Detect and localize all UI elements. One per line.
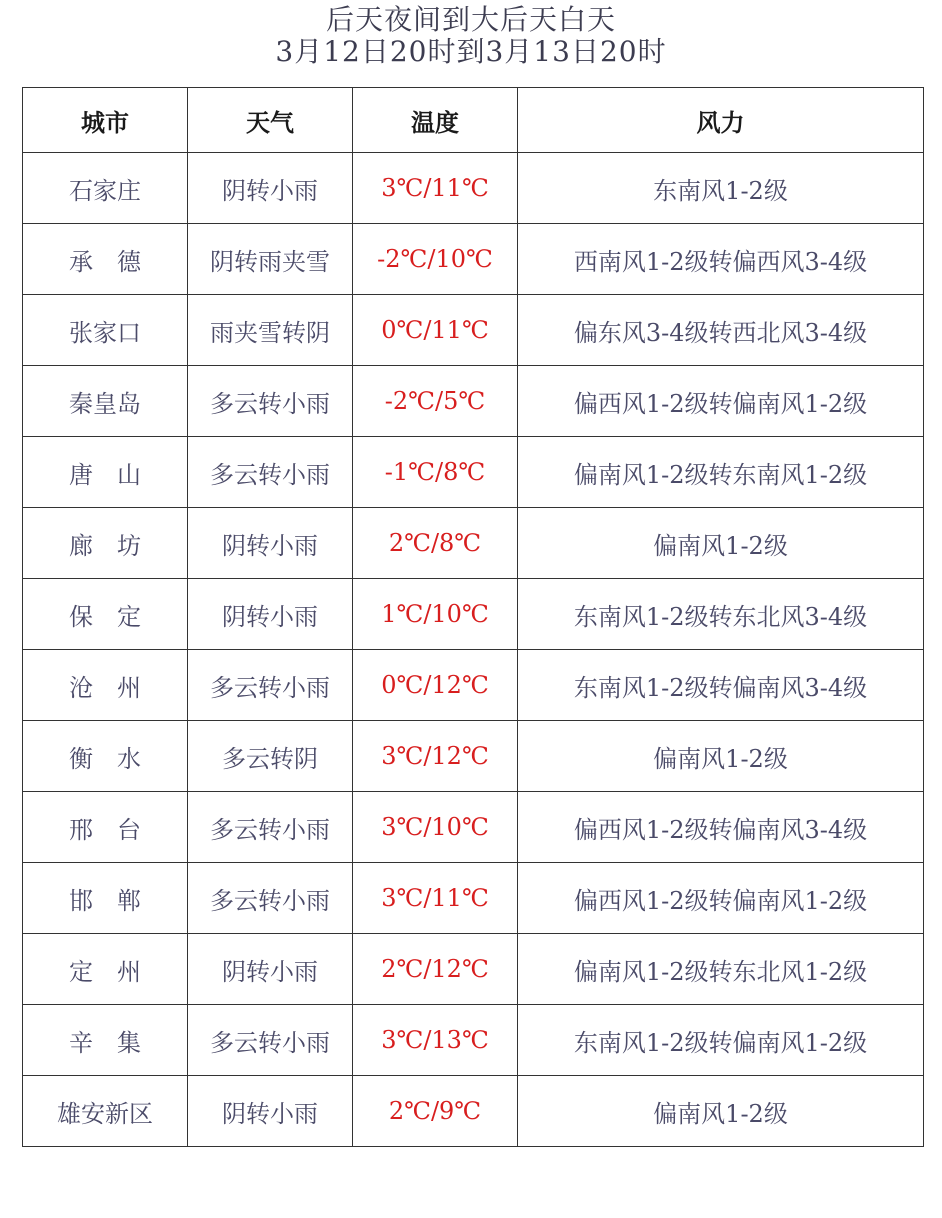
- wind-cell: 偏西风1-2级转偏南风1-2级: [518, 366, 924, 437]
- city-cell: 保 定: [23, 579, 188, 650]
- temperature-cell: 3℃/11℃: [353, 153, 518, 224]
- temperature-cell: 3℃/12℃: [353, 721, 518, 792]
- wind-cell: 西南风1-2级转偏西风3-4级: [518, 224, 924, 295]
- column-header-city: 城市: [23, 88, 188, 153]
- weather-cell: 多云转小雨: [188, 792, 353, 863]
- table-row: [23, 224, 924, 295]
- wind-cell: 偏西风1-2级转偏南风1-2级: [518, 863, 924, 934]
- wind-cell: 偏南风1-2级: [518, 508, 924, 579]
- wind-cell: 东南风1-2级: [518, 153, 924, 224]
- table-row: [23, 792, 924, 863]
- weather-cell: 阴转雨夹雪: [188, 224, 353, 295]
- temperature-cell: 1℃/10℃: [353, 579, 518, 650]
- temperature-cell: 2℃/9℃: [353, 1076, 518, 1147]
- weather-cell: 多云转小雨: [188, 863, 353, 934]
- wind-cell: 东南风1-2级转偏南风1-2级: [518, 1005, 924, 1076]
- weather-cell: 多云转小雨: [188, 650, 353, 721]
- city-cell: 沧 州: [23, 650, 188, 721]
- table-row: [23, 1005, 924, 1076]
- forecast-table: [22, 87, 924, 1147]
- page-title: 后天夜间到大后天白天: [325, 3, 616, 36]
- column-header-wind: 风力: [518, 88, 924, 153]
- temperature-cell: 2℃/8℃: [353, 508, 518, 579]
- city-cell: 张家口: [23, 295, 188, 366]
- wind-cell: 偏南风1-2级: [518, 1076, 924, 1147]
- wind-cell: 偏南风1-2级转东南风1-2级: [518, 437, 924, 508]
- wind-cell: 东南风1-2级转偏南风3-4级: [518, 650, 924, 721]
- weather-cell: 多云转小雨: [188, 437, 353, 508]
- city-cell: 定 州: [23, 934, 188, 1005]
- table-row: [23, 579, 924, 650]
- temperature-cell: 3℃/13℃: [353, 1005, 518, 1076]
- weather-cell: 多云转阴: [188, 721, 353, 792]
- table-row: [23, 1076, 924, 1147]
- table-row: [23, 863, 924, 934]
- weather-cell: 阴转小雨: [188, 153, 353, 224]
- city-cell: 雄安新区: [23, 1076, 188, 1147]
- table-row: [23, 295, 924, 366]
- page-subtitle-time-range: 3月12日20时到3月13日20时: [275, 35, 667, 68]
- city-cell: 承 德: [23, 224, 188, 295]
- temperature-cell: -2℃/5℃: [353, 366, 518, 437]
- column-header-weather: 天气: [188, 88, 353, 153]
- temperature-cell: 0℃/12℃: [353, 650, 518, 721]
- table-header-row: [23, 88, 924, 153]
- temperature-cell: -1℃/8℃: [353, 437, 518, 508]
- wind-cell: 偏东风3-4级转西北风3-4级: [518, 295, 924, 366]
- weather-cell: 雨夹雪转阴: [188, 295, 353, 366]
- city-cell: 秦皇岛: [23, 366, 188, 437]
- table-row: [23, 153, 924, 224]
- weather-cell: 阴转小雨: [188, 508, 353, 579]
- weather-cell: 阴转小雨: [188, 1076, 353, 1147]
- city-cell: 廊 坊: [23, 508, 188, 579]
- temperature-cell: 0℃/11℃: [353, 295, 518, 366]
- temperature-cell: 2℃/12℃: [353, 934, 518, 1005]
- table-row: [23, 721, 924, 792]
- column-header-temperature: 温度: [353, 88, 518, 153]
- temperature-cell: -2℃/10℃: [353, 224, 518, 295]
- weather-cell: 阴转小雨: [188, 579, 353, 650]
- wind-cell: 偏南风1-2级: [518, 721, 924, 792]
- table-row: [23, 934, 924, 1005]
- city-cell: 邢 台: [23, 792, 188, 863]
- temperature-cell: 3℃/10℃: [353, 792, 518, 863]
- weather-cell: 多云转小雨: [188, 366, 353, 437]
- city-cell: 唐 山: [23, 437, 188, 508]
- table-row: [23, 437, 924, 508]
- weather-cell: 多云转小雨: [188, 1005, 353, 1076]
- table-row: [23, 508, 924, 579]
- table-row: [23, 366, 924, 437]
- city-cell: 邯 郸: [23, 863, 188, 934]
- wind-cell: 东南风1-2级转东北风3-4级: [518, 579, 924, 650]
- temperature-cell: 3℃/11℃: [353, 863, 518, 934]
- city-cell: 辛 集: [23, 1005, 188, 1076]
- weather-cell: 阴转小雨: [188, 934, 353, 1005]
- table-row: [23, 650, 924, 721]
- city-cell: 石家庄: [23, 153, 188, 224]
- wind-cell: 偏南风1-2级转东北风1-2级: [518, 934, 924, 1005]
- city-cell: 衡 水: [23, 721, 188, 792]
- wind-cell: 偏西风1-2级转偏南风3-4级: [518, 792, 924, 863]
